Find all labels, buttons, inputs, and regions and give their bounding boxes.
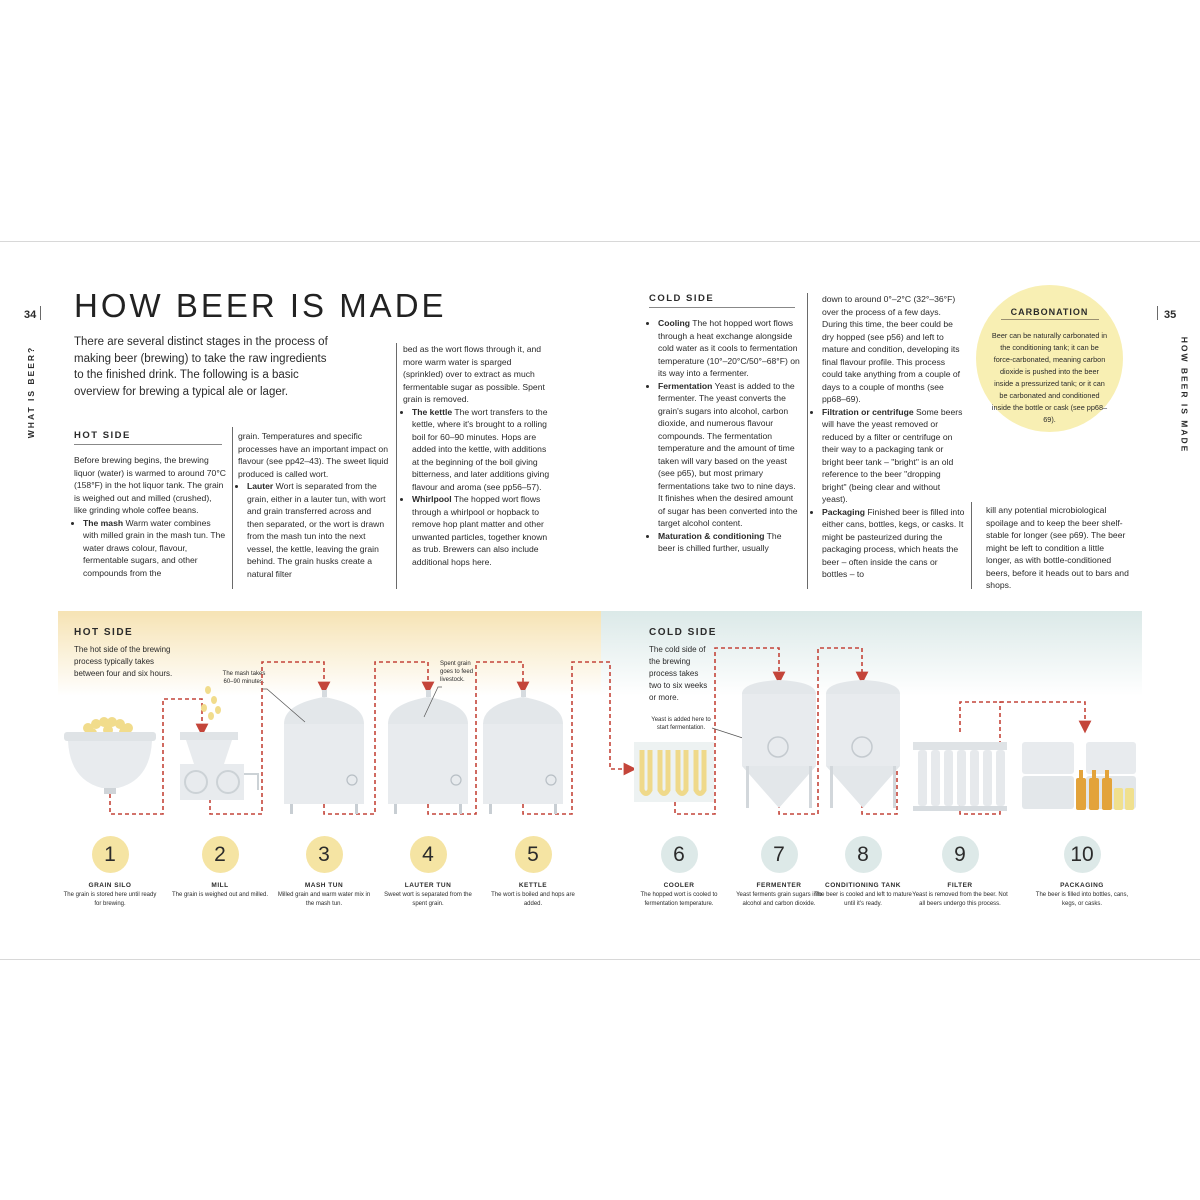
bullet-text: Some beers will have the yeast removed or reduced by a filter or centrifuge on their way to a packaging tank or bright beer tank – "bright" is an old reference to the beer "dropping bright" (being clear and without yeast). xyxy=(822,406,963,504)
page-title: HOW BEER IS MADE xyxy=(74,287,447,324)
note-yeast: Yeast is added here to start fermentation. xyxy=(651,717,711,731)
step-label: FILTER xyxy=(947,882,973,889)
packaging-icon xyxy=(1022,742,1136,810)
paragraph: grain. Temperatures and specific processes have an important impact on flavour (see pp42–43). The sweet liquid produced is called wort. xyxy=(238,431,389,479)
step-description: The beer is cooled and left to mature until it's ready. xyxy=(814,892,912,907)
step-description: The grain is stored here until ready for brewing. xyxy=(63,892,157,907)
step-number: 8 xyxy=(845,836,882,873)
diagram-cold-heading: COLD SIDE xyxy=(649,627,717,638)
bullet-term: Fermentation xyxy=(658,380,713,391)
bullet-term: Cooling xyxy=(658,318,690,328)
bullet-term: Packaging xyxy=(822,506,865,517)
step-lauter-tun xyxy=(378,836,478,908)
step-mash-tun xyxy=(274,836,374,908)
step-label: PACKAGING xyxy=(1060,882,1104,889)
carbonation-title: CARBONATION xyxy=(1010,307,1089,317)
carbonation-text: Beer can be naturally carbonated in the conditioning tank; it can be force-carbonated, meaning carbon dioxide is pushed into the beer inside a pressurized tank; or it can be carbonated and conditioned inside the bottle or cask (see pp68–69). xyxy=(991,331,1108,424)
bullet-text: Finished beer is filled into either cans, bottles, kegs, or casks. It might be pasteurized during the packaging process, which heats the beer – often inside the cans or bottles – to xyxy=(822,506,965,579)
bullet-text: Warm water combines with milled grain in the mash tun. The water draws colour, flavour, fermentable sugars, and other compounds from the xyxy=(83,517,226,578)
running-head-left: WHAT IS BEER? xyxy=(26,345,37,439)
bullet-text: The wort transfers to the kettle, where it's brought to a rolling boil for 60–90 minutes. Hops are added into the kettle, with additions at the beginning of the boil giving bitterness, and later additions giving flavour and aroma (see pp56–57). xyxy=(412,406,550,492)
note-spent-grain: Spent grain goes to feed livestock. xyxy=(440,661,474,683)
step-label: GRAIN SILO xyxy=(88,882,132,889)
kettle-icon xyxy=(483,690,563,814)
cooler-icon xyxy=(634,742,714,802)
step-description: Sweet wort is separated from the spent grain. xyxy=(384,892,472,907)
step-grain-silo xyxy=(60,836,160,908)
note-mash: The mash takes 60–90 minutes. xyxy=(222,671,266,685)
step-number: 3 xyxy=(306,836,343,873)
step-mill xyxy=(170,836,270,900)
step-label: KETTLE xyxy=(518,882,548,889)
fermenter-icon xyxy=(742,680,816,808)
running-head-right: HOW BEER IS MADE xyxy=(1179,336,1190,454)
diagram-hot-heading: HOT SIDE xyxy=(74,627,134,638)
mash-tun-icon xyxy=(284,690,364,814)
paragraph: kill any potential microbiological spoilage and to keep the beer shelf-stable for longer (see p69). The beer might be left to condition a little longer, as with bottle-conditioned beers, before it heads out to bars and shops. xyxy=(986,505,1129,590)
diagram-cold-text: The cold side of the brewing process takes two to six weeks or more. xyxy=(649,645,708,702)
bullet-text: The hopped wort flows through a whirlpool or hopback to remove hop plant matter and other unwanted particles, together known as trub. Brewers can also include additional hops here. xyxy=(412,494,548,567)
book-spread xyxy=(0,241,1200,960)
paragraph: bed as the wort flows through it, and more warm water is sparged (sprinkled) over to extract as much fermentable sugar as possible. Spent grain is removed. xyxy=(403,344,545,404)
conditioning-tank-icon xyxy=(826,680,900,808)
filter-icon xyxy=(913,742,1007,811)
page-number-left: 34 xyxy=(24,309,37,321)
grain-silo-icon xyxy=(64,717,156,794)
bullet-term: Maturation & conditioning xyxy=(658,530,765,541)
bullet-text: Wort is separated from the grain, either in a lauter tun, with wort and grain transferred across and then separated, or the wort is drawn from the mash tun into the next vessel, the kettle, leaving the grain behind. The grain husks create a natural filter xyxy=(247,481,386,579)
step-description: The wort is boiled and hops are added. xyxy=(491,892,575,907)
bullet-text: Yeast is added to the fermenter. The yeast converts the grain's sugars into alcohol, carbon dioxide, and numerous flavour compounds. The fermentation temperature and the amount of time taken will vary based on the yeast (see p65), but most primary fermentations take two to nine days. It finishes when the desired amount of sugar has been converted into the target alcohol content. xyxy=(658,380,798,528)
step-label: COOLER xyxy=(663,882,695,889)
step-description: The grain is weighed out and milled. xyxy=(171,892,269,898)
step-conditioning-tank xyxy=(813,836,913,908)
step-label: CONDITIONING TANK xyxy=(825,882,901,889)
step-number: 2 xyxy=(202,836,239,873)
bullet-term: The mash xyxy=(83,517,124,528)
step-description: The beer is filled into bottles, cans, kegs, or casks. xyxy=(1035,892,1129,907)
step-label: FERMENTER xyxy=(756,882,802,889)
step-number: 6 xyxy=(661,836,698,873)
step-label: MASH TUN xyxy=(304,882,344,889)
step-number: 4 xyxy=(410,836,447,873)
paragraph: down to around 0°–2°C (32°–36°F) over the process of a few days. During this time, the beer could be dry hopped (see p56) and left to mature and condition, developing its final flavour profile. This process could take anything from a couple of days to a couple of months (see pp68–69). xyxy=(822,294,961,404)
mill-icon xyxy=(180,686,258,800)
bullet-term: Filtration or centrifuge xyxy=(822,406,914,417)
bullet-term: Lauter xyxy=(247,481,274,491)
step-filter xyxy=(910,836,1010,908)
step-cooler xyxy=(629,836,729,908)
diagram-hot-text: The hot side of the brewing process typically takes between four and six hours. xyxy=(74,645,173,678)
page-number-right: 35 xyxy=(1164,309,1177,321)
step-number: 7 xyxy=(761,836,798,873)
bullet-term: The kettle xyxy=(412,406,453,417)
bullet-text: The hot hopped wort flows through a heat exchange alongside cold water as it cools to fermentation temperature (10°–20°C/50°–68°F) on its way into a fermenter. xyxy=(658,318,800,378)
step-label: LAUTER TUN xyxy=(404,882,452,889)
intro-text: There are several distinct stages in the process of making beer (brewing) to take the raw ingredients to the finished drink. The following is a basic overview for brewing a typical ale or lager. xyxy=(74,336,328,398)
bullet-text: The beer is chilled further, usually xyxy=(658,530,782,553)
hot-side-heading: HOT SIDE xyxy=(74,430,222,445)
paragraph: Before brewing begins, the brewing liquor (water) is warmed to around 70°C (158°F) in the hot liquor tank. The grain is weighed out and milled (crushed), like grinding whole coffee beans. xyxy=(74,455,226,515)
step-number: 5 xyxy=(515,836,552,873)
step-description: Yeast is removed from the beer. Not all beers undergo this process. xyxy=(912,892,1008,907)
bullet-term: Whirlpool xyxy=(412,494,452,504)
cold-side-heading: COLD SIDE xyxy=(649,293,795,308)
step-description: Yeast ferments grain sugars into alcohol and carbon dioxide. xyxy=(736,892,822,907)
step-label: MILL xyxy=(211,882,229,889)
step-number: 1 xyxy=(92,836,129,873)
step-number: 9 xyxy=(942,836,979,873)
step-description: Milled grain and warm water mix in the mash tun. xyxy=(277,892,371,907)
step-description: The hopped wort is cooled to fermentation temperature. xyxy=(640,892,718,907)
step-packaging xyxy=(1032,836,1132,908)
step-number: 10 xyxy=(1064,836,1101,873)
step-kettle xyxy=(483,836,583,908)
